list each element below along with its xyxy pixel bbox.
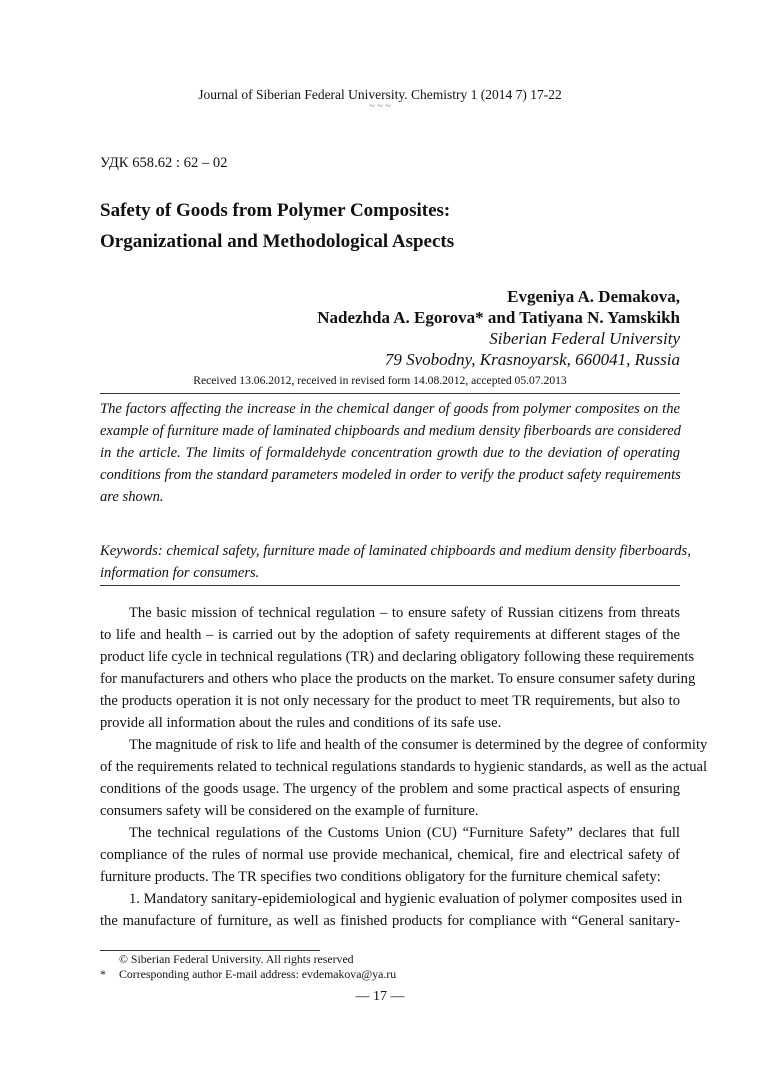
- keywords-line: information for consumers.: [100, 565, 260, 581]
- copyright-note: © Siberian Federal University. All rights reserved: [119, 952, 354, 966]
- abstract-line: conditions from the standard parameters modeled in order to verify the product safety requirements: [100, 467, 681, 483]
- body-line: the products operation it is not only necessary for the product to meet TR requirements, but also to: [100, 693, 680, 709]
- title-line: Organizational and Methodological Aspects: [100, 231, 455, 252]
- body-line: The magnitude of risk to life and health of the consumer is determined by the degree of conformity: [129, 737, 708, 753]
- body-line: for manufacturers and others who place the products on the market. To ensure consumer safety during: [100, 671, 696, 687]
- abstract-line: are shown.: [100, 489, 164, 505]
- abstract-line: The factors affecting the increase in the chemical danger of goods from polymer composites on the: [100, 401, 680, 417]
- body-line: conditions of the goods usage. The urgency of the problem and some practical aspects of ensuring: [100, 781, 680, 797]
- body-line: 1. Mandatory sanitary-epidemiological and hygienic evaluation of polymer composites used in: [129, 891, 683, 907]
- affiliation-line: Siberian Federal University: [489, 329, 680, 348]
- affiliation-line: 79 Svobodny, Krasnoyarsk, 660041, Russia: [384, 350, 680, 369]
- author-line: Nadezhda A. Egorova* and Tatiyana N. Yamskikh: [317, 308, 680, 327]
- body-line: the manufacture of furniture, as well as finished products for compliance with “General sanitary-: [100, 913, 680, 929]
- body-line: The technical regulations of the Customs Union (CU) “Furniture Safety” declares that full: [129, 825, 680, 841]
- body-line: provide all information about the rules and conditions of its safe use.: [100, 715, 502, 731]
- footnote-rule: [100, 950, 320, 951]
- body-line: furniture products. The TR specifies two conditions obligatory for the furniture chemical safety:: [100, 869, 661, 885]
- footnotes: [100, 952, 396, 982]
- abstract-line: in the article. The limits of formaldehyde concentration growth due to the deviation of operating: [100, 445, 680, 461]
- received-dates: Received 13.06.2012, received in revised form 14.08.2012, accepted 05.07.2013: [193, 374, 567, 387]
- journal-header: Journal of Siberian Federal University. Chemistry 1 (2014 7) 17-22: [198, 87, 562, 102]
- divider: [100, 585, 680, 586]
- title-line: Safety of Goods from Polymer Composites:: [100, 200, 451, 221]
- divider: [100, 393, 680, 394]
- body-line: product life cycle in technical regulations (TR) and declaring obligatory following these requirements: [100, 649, 695, 665]
- author-line: Evgeniya A. Demakova,: [507, 287, 680, 306]
- header-ornament: ~ ~ ~: [369, 101, 391, 112]
- body-line: compliance of the rules of normal use provide mechanical, chemical, fire and electrical safety of: [100, 847, 680, 863]
- paper-title: [100, 195, 454, 257]
- corresponding-author-note: Corresponding author E-mail address: evdemakova@ya.ru: [119, 967, 397, 981]
- body-line: The basic mission of technical regulation – to ensure safety of Russian citizens from threats: [129, 605, 680, 621]
- abstract-line: example of furniture made of laminated chipboards and medium density fiberboards are considered: [100, 423, 681, 439]
- keywords-line: Keywords: chemical safety, furniture made of laminated chipboards and medium density fiberboards,: [100, 543, 691, 559]
- body-text: [100, 602, 708, 932]
- body-line: consumers safety will be considered on the example of furniture.: [100, 803, 479, 819]
- body-line: to life and health – is carried out by the adoption of safety requirements at different stages of the: [100, 627, 680, 643]
- abstract: [100, 398, 680, 508]
- author-block: [317, 286, 680, 370]
- udc-code: УДК 658.62 : 62 – 02: [100, 155, 228, 171]
- footnote-marker: *: [100, 967, 106, 981]
- keywords: [100, 540, 691, 584]
- body-line: of the requirements related to technical regulations standards to hygienic standards, as well as the actual: [100, 759, 708, 775]
- page-number: — 17 —: [355, 989, 405, 1004]
